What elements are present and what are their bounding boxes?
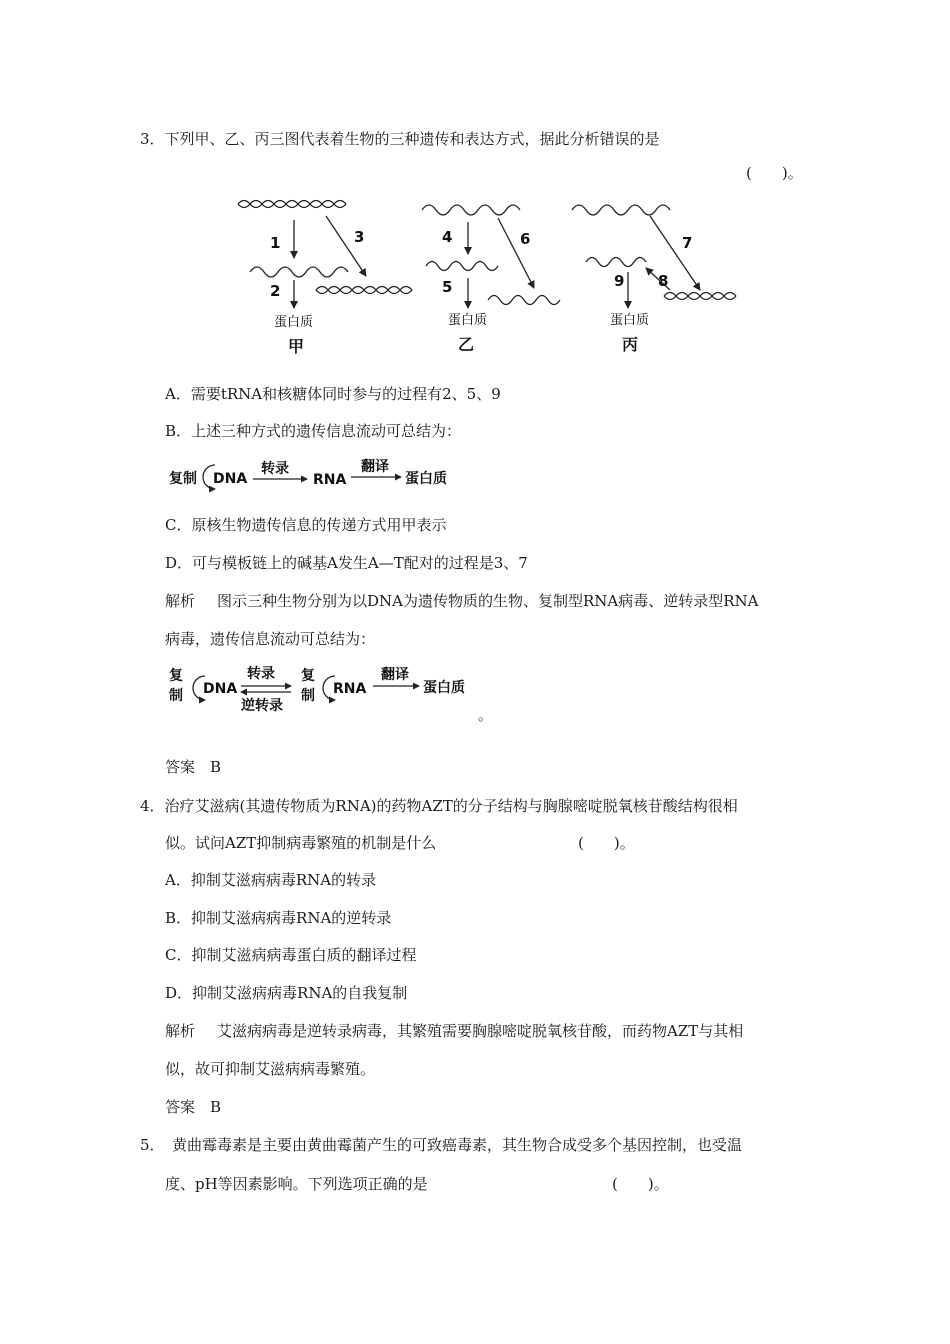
bing-dna-product — [664, 293, 736, 300]
yi-protein-label: 蛋白质 — [448, 313, 488, 328]
bing-rna-mid — [586, 258, 646, 267]
q4-option-b: B．抑制艾滋病病毒RNA的逆转录 — [165, 909, 392, 927]
flow-b-replication: 复制 — [169, 471, 197, 487]
label-8: 8 — [658, 272, 669, 290]
q3-answer: 答案 B — [165, 758, 222, 776]
arrow-6 — [498, 218, 534, 288]
q4-paren: ( )。 — [578, 834, 635, 852]
flow-full-end: 。 — [478, 706, 494, 724]
q3-stem: 3．下列甲、乙、丙三图代表着生物的三种遗传和表达方式，据此分析错误的是 — [140, 130, 660, 148]
q4-line1: 4．治疗艾滋病(其遗传物质为RNA)的药物AZT的分子结构与胸腺嘧啶脱氧核苷酸结构很相 — [140, 797, 738, 815]
flow-rep-top: 复 — [169, 668, 183, 684]
flow-reverse: 逆转录 — [241, 698, 283, 714]
q3-option-a: A．需要tRNA和核糖体同时参与的过程有2、5、9 — [165, 385, 501, 403]
flow-b-dna: DNA — [213, 471, 248, 487]
panel-label-yi: 乙 — [458, 335, 475, 354]
flow-b-diagram — [165, 455, 465, 495]
flow-protein: 蛋白质 — [423, 680, 465, 696]
flow-transcription: 转录 — [247, 666, 275, 682]
q4-answer: 答案 B — [165, 1098, 222, 1116]
q3-option-d: D．可与模板链上的碱基A发生A—T配对的过程是3、7 — [165, 554, 528, 572]
q3-option-b: B．上述三种方式的遗传信息流动可总结为： — [165, 422, 462, 440]
q4-analysis-line1 — [165, 1021, 743, 1041]
q5-line1: 5． 黄曲霉毒素是主要由黄曲霉菌产生的可致癌毒素，其生物合成受多个基因控制，也受温 — [140, 1136, 743, 1154]
flow-rna: RNA — [333, 681, 367, 697]
jia-dna-top — [238, 201, 346, 208]
label-7: 7 — [682, 234, 693, 252]
flow-rep2-bottom: 制 — [301, 688, 315, 704]
q4-option-a: A．抑制艾滋病病毒RNA的转录 — [165, 871, 377, 889]
q3-analysis-line1 — [165, 591, 759, 611]
label-5: 5 — [442, 278, 453, 296]
label-6: 6 — [520, 230, 531, 248]
label-2: 2 — [270, 282, 281, 300]
q4-option-d: D．抑制艾滋病病毒RNA的自我复制 — [165, 984, 408, 1002]
flow-b-protein: 蛋白质 — [405, 471, 447, 487]
flow-rep2-top: 复 — [301, 668, 315, 684]
yi-rna-top — [422, 205, 520, 215]
yi-rna-product — [488, 296, 560, 305]
genetic-flow-figure — [230, 192, 750, 360]
label-1: 1 — [270, 234, 281, 252]
flow-b-transcription: 转录 — [261, 461, 289, 477]
q4-analysis-label: 解析 — [165, 1022, 196, 1040]
jia-dna-product — [316, 287, 412, 294]
flow-b-translation: 翻译 — [361, 459, 389, 475]
q4-line2: 似。试问AZT抑制病毒繁殖的机制是什么 — [165, 834, 437, 852]
flow-rep-bottom: 制 — [169, 688, 183, 704]
q5-line2: 度、pH等因素影响。下列选项正确的是 — [165, 1175, 428, 1193]
bing-protein-label: 蛋白质 — [610, 313, 650, 328]
arrow-3 — [326, 216, 366, 276]
q3-analysis-label: 解析 — [165, 592, 196, 610]
label-9: 9 — [614, 272, 625, 290]
q5-paren: ( )。 — [612, 1175, 669, 1193]
panel-label-bing: 丙 — [622, 335, 639, 354]
flow-full-diagram — [165, 662, 485, 720]
q4-analysis-text1: 艾滋病病毒是逆转录病毒，其繁殖需要胸腺嘧啶脱氧核苷酸，而药物AZT与其相 — [217, 1022, 744, 1040]
q3-analysis-text1: 图示三种生物分别为以DNA为遗传物质的生物、复制型RNA病毒、逆转录型RNA — [217, 592, 759, 610]
flow-translation: 翻译 — [381, 667, 409, 683]
q4-analysis-line2: 似，故可抑制艾滋病病毒繁殖。 — [165, 1060, 376, 1078]
yi-rna-mid — [426, 262, 498, 271]
bing-rna-top — [572, 205, 670, 215]
label-4: 4 — [442, 228, 453, 246]
panel-label-jia: 甲 — [288, 337, 305, 356]
q4-option-c: C．抑制艾滋病病毒蛋白质的翻译过程 — [165, 946, 417, 964]
flow-dna: DNA — [203, 681, 238, 697]
jia-protein-label: 蛋白质 — [274, 315, 314, 330]
q3-paren: ( )。 — [746, 164, 803, 182]
flow-b-rna: RNA — [313, 472, 347, 488]
q3-analysis-line2: 病毒，遗传信息流动可总结为： — [165, 630, 376, 648]
label-3: 3 — [354, 228, 365, 246]
jia-rna-wave — [250, 267, 348, 277]
q3-option-c: C．原核生物遗传信息的传递方式用甲表示 — [165, 516, 447, 534]
